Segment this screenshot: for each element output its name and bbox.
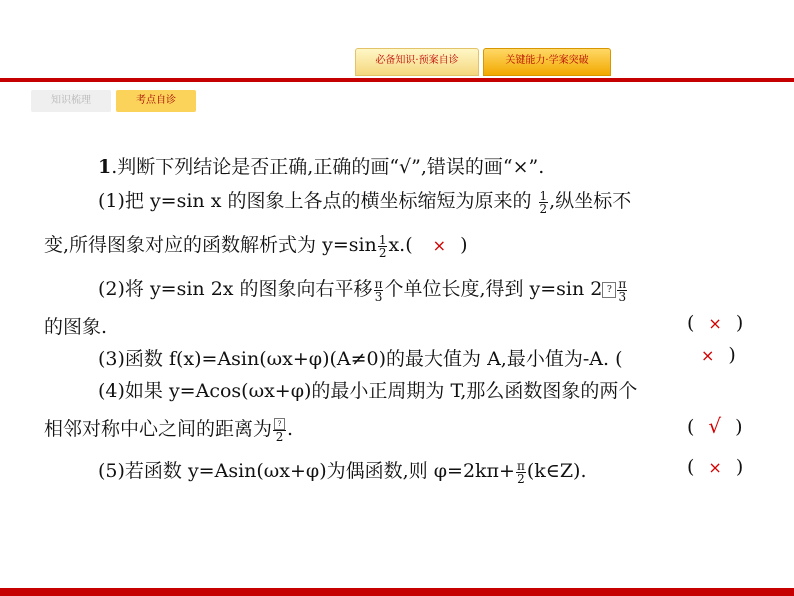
footer-bar — [0, 588, 794, 596]
frac-num: π — [516, 458, 525, 473]
fraction-t-half — [273, 418, 286, 443]
frac-num-glyph — [273, 418, 286, 431]
frac-den: 2 — [378, 245, 387, 260]
item-2-line-2 — [44, 312, 107, 339]
item-2-line-1 — [98, 274, 628, 303]
item-3-text: (3)函数 f(x)=Asin(ωx+φ)(A≠0)的最大值为 A,最小值为-A. ( — [98, 348, 623, 370]
missing-glyph-icon: ? — [602, 282, 616, 298]
frac-den: 2 — [275, 429, 284, 444]
paren-close: ) — [735, 456, 744, 478]
frac-num: 1 — [539, 188, 548, 203]
item-1-text-c: 变,所得图象对应的函数解析式为 y=sin — [44, 234, 377, 256]
item-3 — [98, 344, 622, 371]
paren-open: ( — [687, 416, 695, 438]
item-2-text-a: (2)将 y=sin 2x 的图象向右平移 — [98, 278, 373, 300]
answer-mark: × — [708, 314, 722, 333]
item-1-text-a: (1)把 y=sin x 的图象上各点的横坐标缩短为原来的 — [98, 190, 532, 212]
item-5-text-b: (k∈Z). — [526, 460, 587, 482]
item-1-text-d: x.( — [388, 234, 413, 256]
frac-num: 1 — [378, 232, 387, 247]
item-3-answer — [701, 344, 736, 366]
answer-mark: √ — [708, 414, 722, 438]
frac-num: π — [618, 276, 627, 291]
missing-glyph-icon: ? — [274, 418, 285, 430]
answer-mark: × — [701, 346, 715, 365]
paren-close: ) — [460, 234, 468, 256]
paren-close: ) — [735, 416, 743, 438]
paren-open: ( — [687, 456, 695, 478]
fraction-one-half — [539, 190, 549, 215]
item-1-text-b: ,纵坐标不 — [549, 190, 632, 212]
frac-den: 3 — [618, 289, 627, 304]
frac-den: 2 — [517, 471, 525, 486]
subtab-knowledge-review[interactable]: 知识梳理 — [31, 90, 111, 112]
paren-close: ) — [735, 312, 744, 334]
item-4-text-b: 相邻对称中心之间的距离为 — [44, 418, 273, 440]
frac-den: 2 — [539, 201, 548, 216]
item-2-text-c: 的图象. — [44, 316, 108, 338]
item-1-line-2 — [44, 230, 468, 259]
item-4-answer — [687, 414, 743, 438]
item-5-answer — [687, 456, 743, 478]
question-stem — [98, 152, 544, 179]
tab-key-ability[interactable]: 关键能力·学案突破 — [483, 48, 611, 76]
item-4-line-2 — [44, 414, 293, 443]
answer-mark: × — [432, 236, 447, 255]
fraction-pi-third-2 — [617, 278, 627, 303]
item-5-text-a: (5)若函数 y=Asin(ωx+φ)为偶函数,则 φ=2kπ+ — [98, 460, 515, 482]
answer-mark: × — [708, 458, 722, 477]
item-2-text-b: 个单位长度,得到 y=sin 2 — [384, 278, 603, 300]
item-4-text-c: . — [287, 418, 294, 440]
paren-open: ( — [687, 312, 695, 334]
question-stem-text: .判断下列结论是否正确,正确的画“√”,错误的画“×”. — [111, 156, 545, 178]
subtab-self-diagnosis[interactable]: 考点自诊 — [116, 90, 196, 112]
item-5 — [98, 456, 587, 485]
item-4-text-a: (4)如果 y=Acos(ωx+φ)的最小正周期为 T,那么函数图象的两个 — [98, 380, 638, 402]
frac-num: π — [374, 276, 383, 291]
frac-den: 3 — [374, 289, 383, 304]
item-4-line-1 — [98, 376, 637, 403]
item-1-line-1 — [98, 186, 631, 215]
fraction-one-half-2 — [378, 234, 388, 259]
fraction-pi-half — [516, 460, 526, 485]
fraction-pi-third — [374, 278, 384, 303]
paren-close: ) — [728, 344, 736, 366]
item-2-answer — [687, 312, 743, 334]
question-number: 1 — [98, 156, 112, 178]
tab-essential-knowledge[interactable]: 必备知识·预案自诊 — [355, 48, 479, 76]
